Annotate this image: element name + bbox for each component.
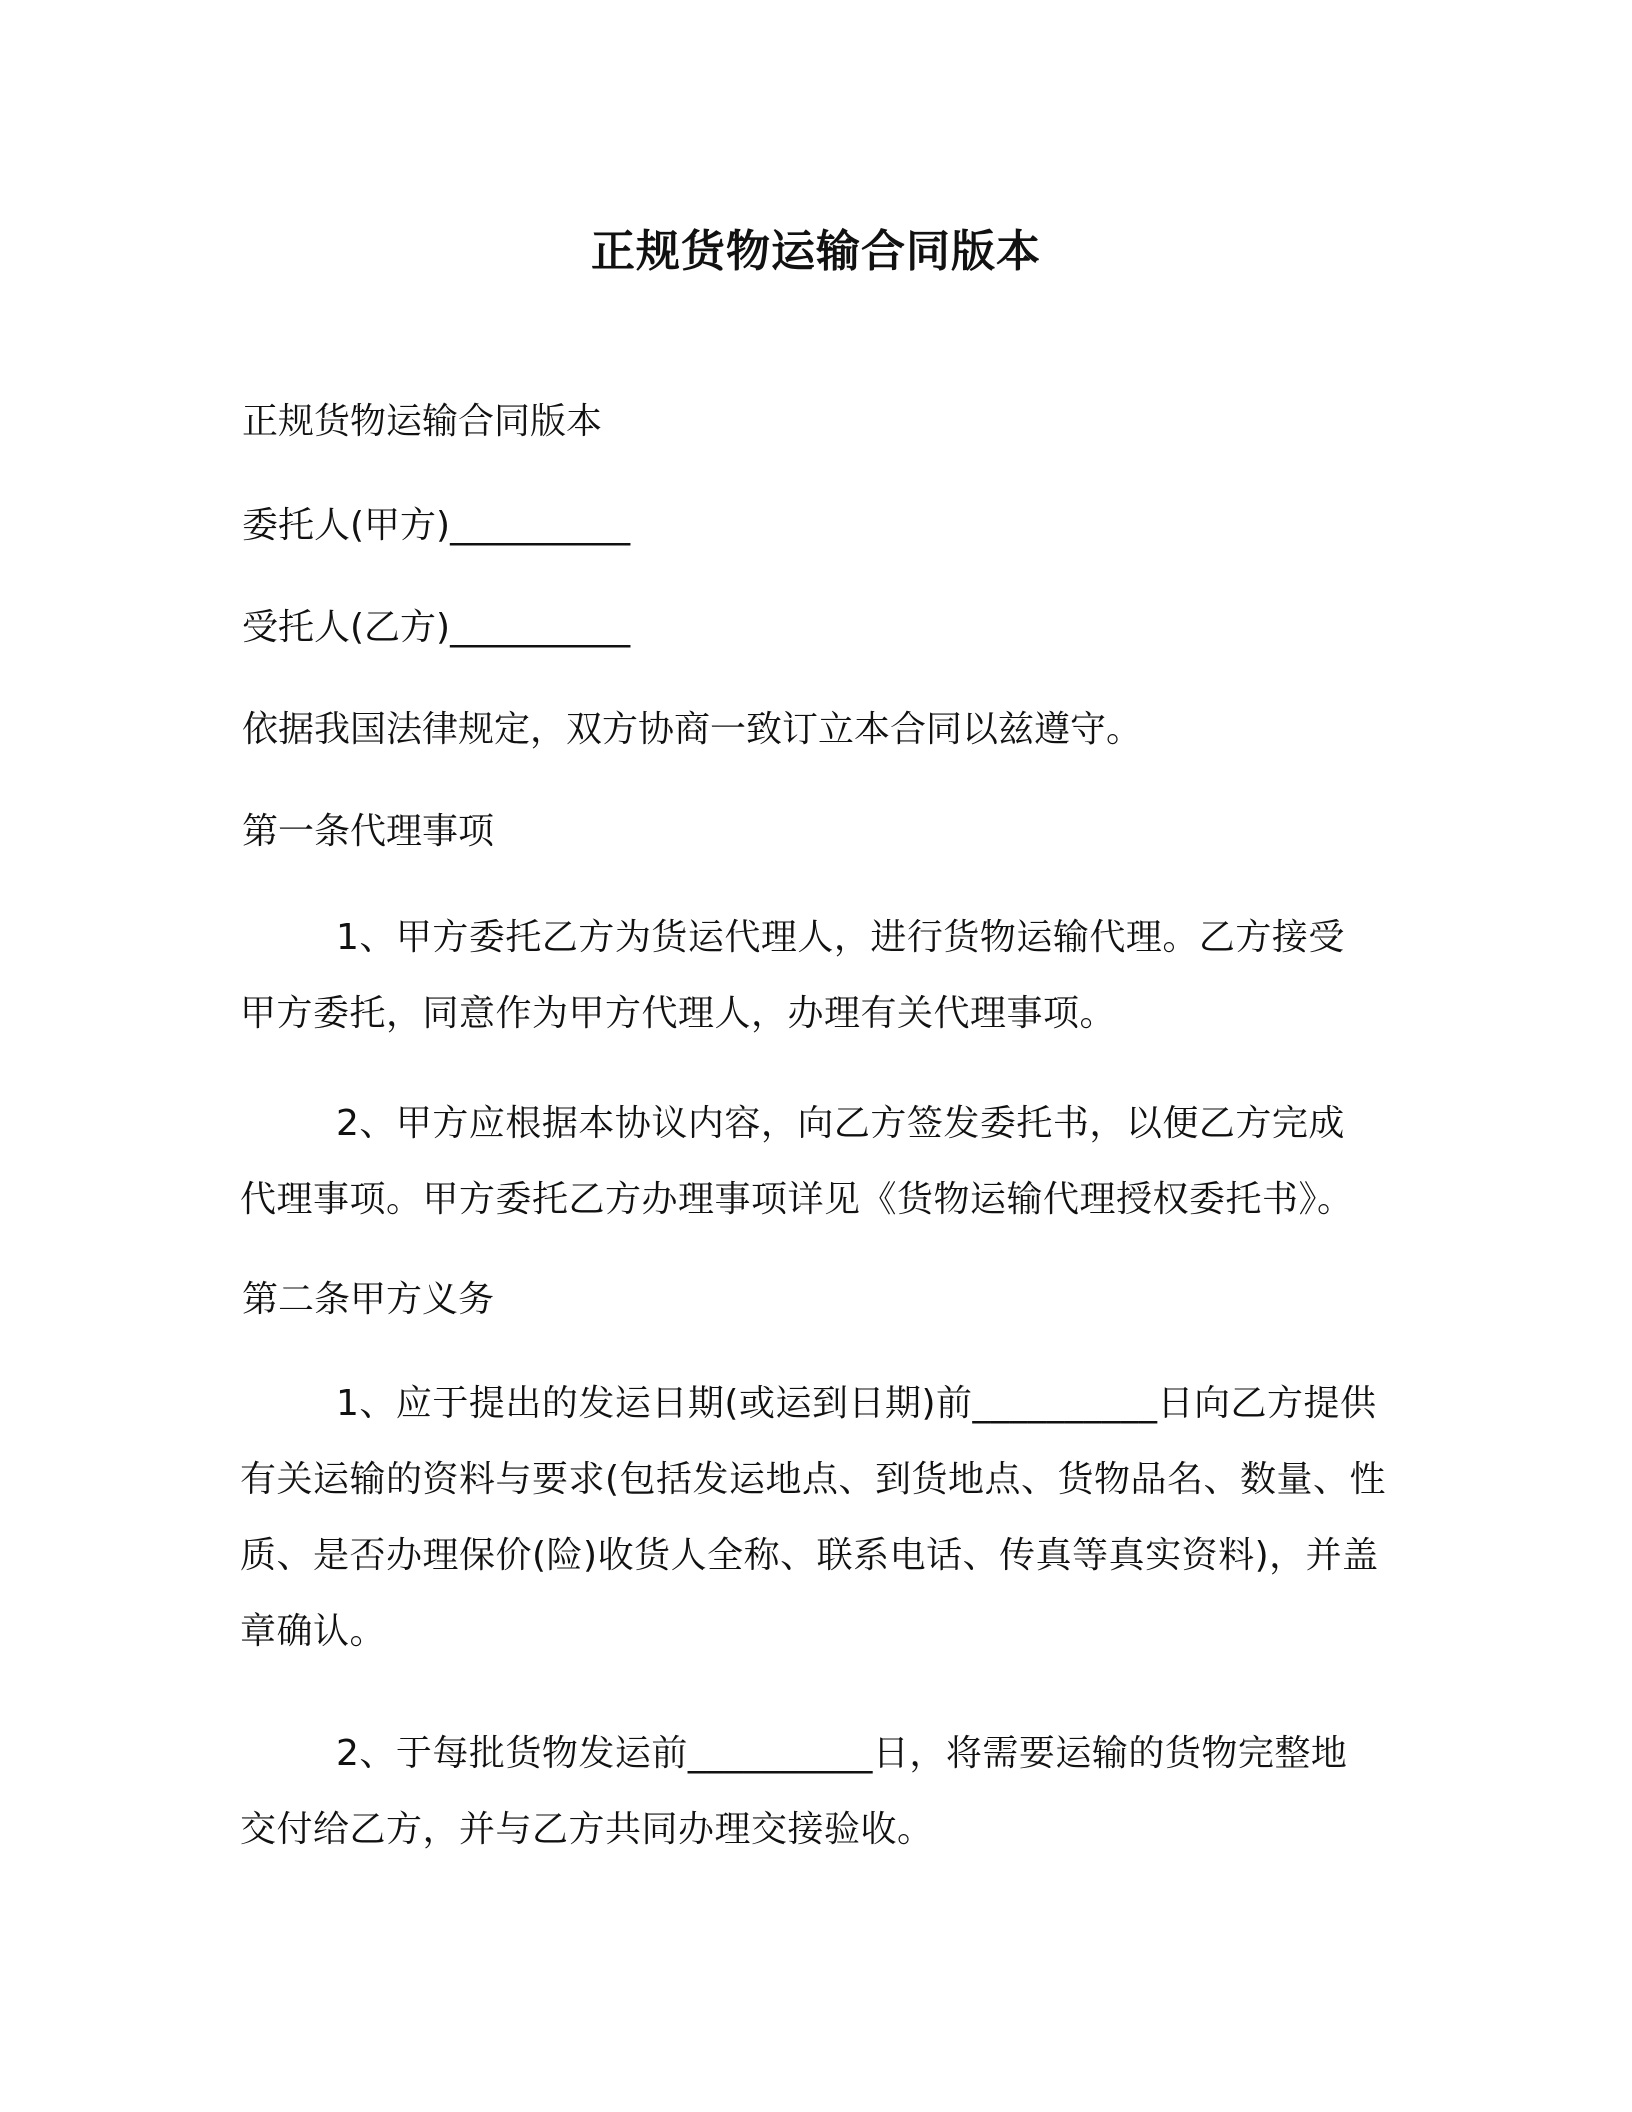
party-a-line: 委托人(甲方)__________ <box>242 505 631 546</box>
article1-clause1 <box>240 900 1370 1052</box>
article1-clause2-text: 2、甲方应根据本协议内容，向乙方签发委托书，以便乙方完成代理事项。甲方委托乙方办理事项详见《货物运输代理授权委托书》。 <box>240 1103 1354 1220</box>
article1-clause1-text: 1、甲方委托乙方为货运代理人，进行货物运输代理。乙方接受甲方委托，同意作为甲方代理人，办理有关代理事项。 <box>240 917 1345 1034</box>
article2-clause1-text: 1、应于提出的发运日期(或运到日期)前__________日向乙方提供有关运输的资料与要求(包括发运地点、到货地点、货物品名、数量、性质、是否办理保价(险)收货人全称、联系电话、传真等真实资料)，并盖章确认。 <box>240 1383 1387 1652</box>
article1-heading: 第一条代理事项 <box>242 811 495 852</box>
article2-clause2 <box>240 1716 1370 1868</box>
article2-clause1 <box>240 1366 1390 1670</box>
party-b-line: 受托人(乙方)__________ <box>242 607 631 648</box>
document-subtitle: 正规货物运输合同版本 <box>242 401 603 442</box>
article2-heading: 第二条甲方义务 <box>242 1279 495 1320</box>
document-title: 正规货物运输合同版本 <box>591 226 1041 277</box>
article1-clause2 <box>240 1086 1370 1238</box>
preamble: 依据我国法律规定，双方协商一致订立本合同以兹遵守。 <box>242 709 1143 750</box>
article2-clause2-text: 2、于每批货物发运前__________日，将需要运输的货物完整地交付给乙方，并与乙方共同办理交接验收。 <box>240 1733 1348 1850</box>
